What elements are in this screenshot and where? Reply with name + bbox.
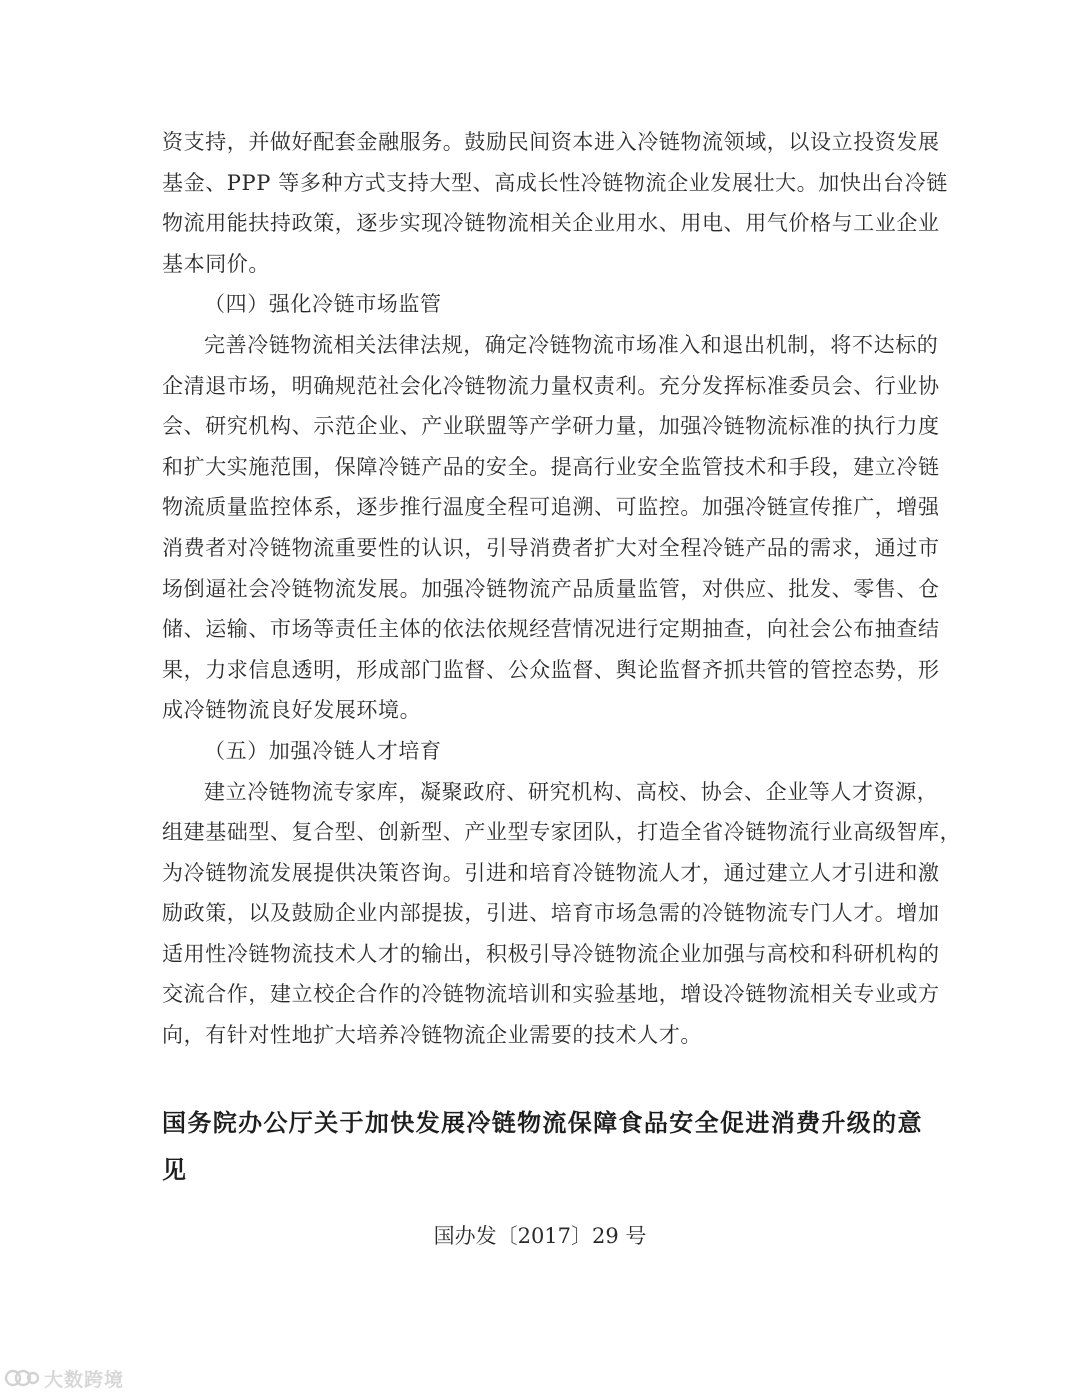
text-line: 物流用能扶持政策，逐步实现冷链物流相关企业用水、用电、用气价格与工业企业 <box>162 211 940 236</box>
section-heading-4: （四）强化冷链市场监管 <box>204 292 442 317</box>
logo-icon <box>4 1365 40 1391</box>
text-line: 果，力求信息透明，形成部门监督、公众监督、舆论监督齐抓共管的管控态势，形 <box>162 657 940 682</box>
watermark <box>4 1364 124 1392</box>
document-body <box>162 122 962 1056</box>
section-heading-5: （五）加强冷链人才培育 <box>204 738 442 763</box>
text-line: 储、运输、市场等责任主体的依法依规经营情况进行定期抽查，向社会公布抽查结 <box>162 617 940 642</box>
document-number: 国办发〔2017〕29 号 <box>433 1224 647 1248</box>
text-line: 成冷链物流良好发展环境。 <box>162 698 422 723</box>
text-line: 适用性冷链物流技术人才的输出，积极引导冷链物流企业加强与高校和科研机构的 <box>162 941 940 966</box>
text-line: 会、研究机构、示范企业、产业联盟等产学研力量，加强冷链物流标准的执行力度 <box>162 414 940 439</box>
text-line: 企清退市场，明确规范社会化冷链物流力量权责利。充分发挥标准委员会、行业协 <box>162 373 940 398</box>
document-title <box>162 1100 922 1194</box>
text-line: 和扩大实施范围，保障冷链产品的安全。提高行业安全监管技术和手段，建立冷链 <box>162 454 940 479</box>
paragraph-funding <box>162 122 948 284</box>
title-line: 见 <box>162 1156 186 1184</box>
text-line: 基本同价。 <box>162 251 270 276</box>
title-line: 国务院办公厅关于加快发展冷链物流保障食品安全促进消费升级的意 <box>162 1109 922 1137</box>
text-line: 消费者对冷链物流重要性的认识，引导消费者扩大对全程冷链产品的需求，通过市 <box>162 535 940 560</box>
text-line: 基金、PPP 等多种方式支持大型、高成长性冷链物流企业发展壮大。加快出台冷链 <box>162 170 948 195</box>
text-line: 资支持，并做好配套金融服务。鼓励民间资本进入冷链物流领域，以设立投资发展 <box>162 130 940 154</box>
text-line: 励政策，以及鼓励企业内部提拔，引进、培育市场急需的冷链物流专门人才。增加 <box>162 901 940 926</box>
paragraph-market-supervision <box>162 325 940 731</box>
text-line: 完善冷链物流相关法律法规，确定冷链物流市场准入和退出机制，将不达标的 <box>204 332 939 357</box>
text-line: 为冷链物流发展提供决策咨询。引进和培育冷链物流人才，通过建立人才引进和激 <box>162 860 940 885</box>
text-line: 组建基础型、复合型、创新型、产业型专家团队，打造全省冷链物流行业高级智库， <box>162 820 962 845</box>
text-line: 场倒逼社会冷链物流发展。加强冷链物流产品质量监管，对供应、批发、零售、仓 <box>162 576 940 601</box>
text-line: 物流质量监控体系，逐步推行温度全程可追溯、可监控。加强冷链宣传推广，增强 <box>162 495 940 520</box>
watermark-text: 大数跨境 <box>44 1368 125 1391</box>
paragraph-talent <box>162 772 962 1056</box>
text-line: 建立冷链物流专家库，凝聚政府、研究机构、高校、协会、企业等人才资源， <box>204 779 939 804</box>
text-line: 交流合作，建立校企合作的冷链物流培训和实验基地，增设冷链物流相关专业或方 <box>162 982 940 1007</box>
text-line: 向，有针对性地扩大培养冷链物流企业需要的技术人才。 <box>162 1023 702 1048</box>
